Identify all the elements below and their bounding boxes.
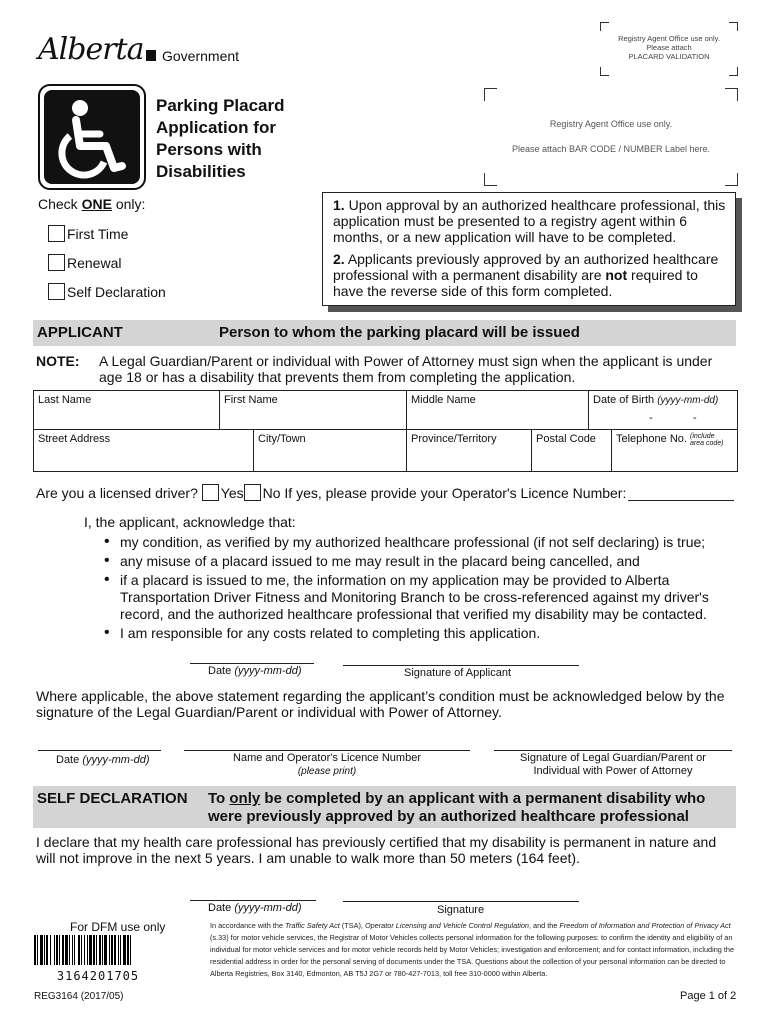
option-first-time[interactable] bbox=[48, 225, 128, 242]
check-emphasis: ONE bbox=[81, 196, 112, 212]
self-declaration-label: Self Declaration bbox=[67, 284, 166, 300]
guardian-name-label-text: Name and Operator's Licence Number bbox=[233, 752, 421, 764]
barcode-image bbox=[34, 935, 162, 965]
barcode-bar bbox=[72, 935, 73, 965]
date-format: (yyyy-mm-dd) bbox=[234, 902, 302, 914]
applicant-section-header bbox=[33, 320, 736, 346]
note-text: A Legal Guardian/Parent or individual with Power of Attorney must sign when the applicant is under age 18 or has a disability that prevents them from completing the application. bbox=[99, 353, 713, 385]
check-one-label bbox=[38, 196, 145, 212]
barcode-bar bbox=[46, 935, 48, 965]
street-address-field[interactable] bbox=[33, 429, 254, 472]
licensed-yes-label: Yes bbox=[220, 485, 244, 501]
renewal-label: Renewal bbox=[67, 255, 122, 271]
barcode-bar bbox=[99, 935, 101, 965]
applicant-section-desc: Person to whom the parking placard will be issued bbox=[219, 324, 580, 341]
notice-item-2-num: 2. bbox=[333, 251, 345, 267]
notice-item-1 bbox=[333, 197, 727, 245]
guardian-signature-label: Signature of Legal Guardian/Parent or Individual with Power of Attorney bbox=[520, 752, 706, 777]
barcode-bar bbox=[50, 935, 51, 965]
province-field[interactable] bbox=[406, 429, 532, 472]
notice-item-2-not: not bbox=[605, 267, 628, 283]
barcode-bar bbox=[96, 935, 97, 965]
notice-box bbox=[322, 192, 736, 306]
postal-code-label: Postal Code bbox=[536, 433, 596, 445]
licensed-question: Are you a licensed driver? bbox=[36, 485, 198, 501]
validation-line-2: Please attach bbox=[646, 43, 692, 52]
applicant-signature-label: Signature of Applicant bbox=[404, 667, 512, 679]
check-prefix: Check bbox=[38, 196, 78, 212]
ack-item: • if a placard is issued to me, the information on my application may be provided to Alberta Transportation Driver Fitness and Monitoring Branch to be cross-referenced against my driver's record, and the authorized healthcare professional that verified my disability may be contacted. bbox=[104, 572, 724, 623]
ack-intro: I, the applicant, acknowledge that: bbox=[84, 514, 296, 530]
barcode-bar bbox=[130, 935, 131, 965]
self-declaration-desc-only: only bbox=[229, 790, 261, 807]
barcode-bar bbox=[84, 935, 85, 965]
guardian-statement: Where applicable, the above statement regarding the applicant’s condition must be acknowledged below by the signature of the Legal Guardian/Parent or individual with Power of Attorney. bbox=[36, 688, 725, 720]
barcode-bar bbox=[74, 935, 75, 965]
date-of-birth-field[interactable] bbox=[588, 390, 738, 430]
street-address-label: Street Address bbox=[38, 433, 111, 445]
barcode-bar bbox=[34, 935, 36, 965]
privacy-c: , and the bbox=[528, 921, 558, 930]
guardian-date-label bbox=[56, 754, 150, 766]
barcode-bar bbox=[114, 935, 116, 965]
government-label: Government bbox=[162, 48, 240, 64]
notice-item-1-num: 1. bbox=[333, 197, 345, 213]
last-name-field[interactable] bbox=[33, 390, 220, 430]
licensed-no-label: No bbox=[262, 485, 281, 501]
barcode-bar bbox=[54, 935, 55, 965]
placard-validation-area bbox=[600, 22, 738, 76]
guardian-name-note: (please print) bbox=[297, 766, 357, 777]
self-declaration-desc-b: be completed by an applicant with a permanent disability who were previously approved by an authorized healthcare professional bbox=[208, 790, 706, 825]
guardian-signature-line[interactable] bbox=[494, 750, 732, 751]
notice-item-1-text: Upon approval by an authorized healthcare professional, this application must be presented to a registry agent within 6 months, or a new application will have to be completed. bbox=[333, 197, 726, 245]
city-town-label: City/Town bbox=[258, 433, 306, 445]
self-declaration-section-header bbox=[33, 786, 736, 828]
option-renewal[interactable] bbox=[48, 254, 121, 271]
barcode-bar bbox=[111, 935, 113, 965]
licence-number-line[interactable] bbox=[628, 500, 734, 501]
first-name-label: First Name bbox=[224, 394, 278, 406]
page-number: Page 1 of 2 bbox=[680, 990, 737, 1002]
applicant-date-label bbox=[208, 665, 302, 677]
note-label: NOTE: bbox=[36, 353, 80, 369]
self-declaration-checkbox[interactable] bbox=[48, 283, 65, 300]
barcode-bar bbox=[93, 935, 95, 965]
dob-format: (yyyy-mm-dd) bbox=[657, 395, 719, 406]
alberta-wordmark: Alberta bbox=[38, 32, 144, 67]
self-date-line[interactable] bbox=[190, 900, 316, 901]
barcode-bar bbox=[120, 935, 121, 965]
dob-label bbox=[593, 394, 718, 406]
barcode-bar bbox=[37, 935, 38, 965]
title-line-2: Application for bbox=[156, 118, 276, 137]
applicant-section-label: APPLICANT bbox=[37, 324, 123, 341]
province-label: Province/Territory bbox=[411, 433, 497, 445]
barcode-bar bbox=[87, 935, 88, 965]
dfm-use-label: For DFM use only bbox=[70, 920, 166, 934]
first-time-checkbox[interactable] bbox=[48, 225, 65, 242]
self-signature-line[interactable] bbox=[343, 901, 579, 902]
privacy-a: In accordance with the bbox=[210, 921, 284, 930]
self-declaration-desc-a: To bbox=[208, 790, 226, 807]
barcode-note-2: Please attach BAR CODE / NUMBER Label here. bbox=[511, 144, 711, 154]
notice-item-2-text-a: Applicants previously approved by an authorized healthcare professional with a permanent disability are bbox=[333, 251, 719, 283]
privacy-reg: Operator Licensing and Vehicle Control Regulation bbox=[364, 921, 529, 930]
barcode-bar bbox=[118, 935, 119, 965]
barcode-bar bbox=[89, 935, 92, 965]
licensed-yes-checkbox[interactable] bbox=[202, 484, 219, 501]
barcode-bar bbox=[109, 935, 110, 965]
first-name-field[interactable] bbox=[219, 390, 407, 430]
barcode-bar bbox=[102, 935, 103, 965]
date-format: (yyyy-mm-dd) bbox=[82, 754, 150, 766]
barcode-bar bbox=[127, 935, 129, 965]
self-date-label bbox=[208, 902, 302, 914]
dob-label-text: Date of Birth bbox=[593, 394, 655, 406]
date-format: (yyyy-mm-dd) bbox=[234, 665, 302, 677]
self-declaration-label: SELF DECLARATION bbox=[37, 790, 188, 807]
guardian-name-label bbox=[184, 752, 470, 778]
notice-item-2-text-b: required to have the reverse side of this form completed. bbox=[333, 267, 698, 299]
barcode-bar bbox=[123, 935, 126, 965]
barcode-note-1: Registry Agent Office use only. bbox=[549, 119, 673, 129]
privacy-notice bbox=[210, 920, 736, 980]
guardian-name-line[interactable] bbox=[184, 750, 470, 751]
self-declaration-statement: I declare that my health care professional has previously certified that my disability is permanent in nature and will not improve in the next 5 years. I am unable to walk more than 50 meters (164 feet). bbox=[36, 834, 717, 866]
dob-dash-2: - bbox=[693, 412, 697, 424]
barcode-bar bbox=[104, 935, 107, 965]
ack-item: • my condition, as verified by my authorized healthcare professional (if not self declaring) is true; bbox=[104, 534, 724, 551]
privacy-d: (s.33) for motor vehicle services, the Registrar of Motor Vehicles collects personal information for the following purposes: to confirm the identity and eligibility of an individual for motor vehicle services and for motor vehicle records held by Motor Vehicles; investigation and enforcement; and for contact information, including the residential address in order for the personal serving of documents under the TSA. Questions about the collection of your personal information can be directed to Alberta Registries, Box 3140, Edmonton, AB T5J 2G7 or 780-427-7013, toll free 310-0000 within Alberta. bbox=[210, 933, 735, 978]
self-declaration-desc bbox=[208, 790, 728, 826]
privacy-foip: Freedom of Information and Protection of Privacy Act bbox=[559, 921, 731, 930]
last-name-label: Last Name bbox=[38, 394, 92, 406]
self-signature-label: Signature bbox=[437, 904, 485, 916]
notice-item-2 bbox=[333, 251, 727, 299]
barcode-attach-area bbox=[484, 88, 738, 186]
guardian-date-line[interactable] bbox=[38, 750, 161, 751]
licensed-driver-row bbox=[36, 484, 626, 501]
barcode-bar bbox=[78, 935, 80, 965]
ack-item: • any misuse of a placard issued to me may result in the placard being cancelled, and bbox=[104, 553, 724, 570]
form-title bbox=[156, 95, 285, 183]
applicant-signature-line[interactable] bbox=[343, 665, 579, 666]
alberta-logo bbox=[38, 32, 248, 72]
date-label: Date bbox=[208, 665, 232, 677]
dob-dash-1: - bbox=[649, 412, 653, 424]
title-line-4: Disabilities bbox=[156, 162, 246, 181]
licensed-no-checkbox[interactable] bbox=[244, 484, 261, 501]
postal-code-field[interactable] bbox=[531, 429, 612, 472]
city-town-field[interactable] bbox=[253, 429, 407, 472]
privacy-b: (TSA), bbox=[341, 921, 363, 930]
renewal-checkbox[interactable] bbox=[48, 254, 65, 271]
barcode-number: 3164201705 bbox=[56, 969, 140, 983]
privacy-tsa: Traffic Safety Act bbox=[285, 921, 340, 930]
wheelchair-icon bbox=[38, 84, 146, 190]
telephone-label-group bbox=[616, 433, 728, 447]
date-label: Date bbox=[208, 902, 232, 914]
barcode-bar bbox=[65, 935, 68, 965]
validation-line-1: Registry Agent Office use only. bbox=[618, 34, 720, 43]
middle-name-label: Middle Name bbox=[411, 394, 476, 406]
telephone-note: (include area code) bbox=[690, 433, 724, 447]
date-label: Date bbox=[56, 754, 80, 766]
title-line-1: Parking Placard bbox=[156, 96, 285, 115]
barcode-bar bbox=[62, 935, 64, 965]
form-code: REG3164 (2017/05) bbox=[34, 991, 124, 1002]
telephone-label: Telephone No. bbox=[616, 433, 687, 445]
option-self-declaration[interactable] bbox=[48, 283, 166, 300]
barcode-bar bbox=[59, 935, 60, 965]
barcode-bar bbox=[40, 935, 43, 965]
barcode-bar bbox=[81, 935, 82, 965]
logo-mark-icon bbox=[146, 50, 156, 61]
licence-prompt: If yes, please provide your Operator's Licence Number: bbox=[284, 485, 627, 501]
check-suffix: only: bbox=[115, 196, 146, 212]
title-line-3: Persons with bbox=[156, 140, 262, 159]
barcode-bar bbox=[56, 935, 58, 965]
telephone-field[interactable] bbox=[611, 429, 738, 472]
ack-item: • I am responsible for any costs related to completing this application. bbox=[104, 625, 724, 642]
applicant-date-line[interactable] bbox=[190, 663, 314, 664]
middle-name-field[interactable] bbox=[406, 390, 589, 430]
first-time-label: First Time bbox=[67, 226, 129, 242]
ack-list bbox=[104, 534, 724, 644]
validation-line-3: PLACARD VALIDATION bbox=[628, 52, 710, 61]
barcode-bar bbox=[69, 935, 70, 965]
barcode-bar bbox=[44, 935, 45, 965]
